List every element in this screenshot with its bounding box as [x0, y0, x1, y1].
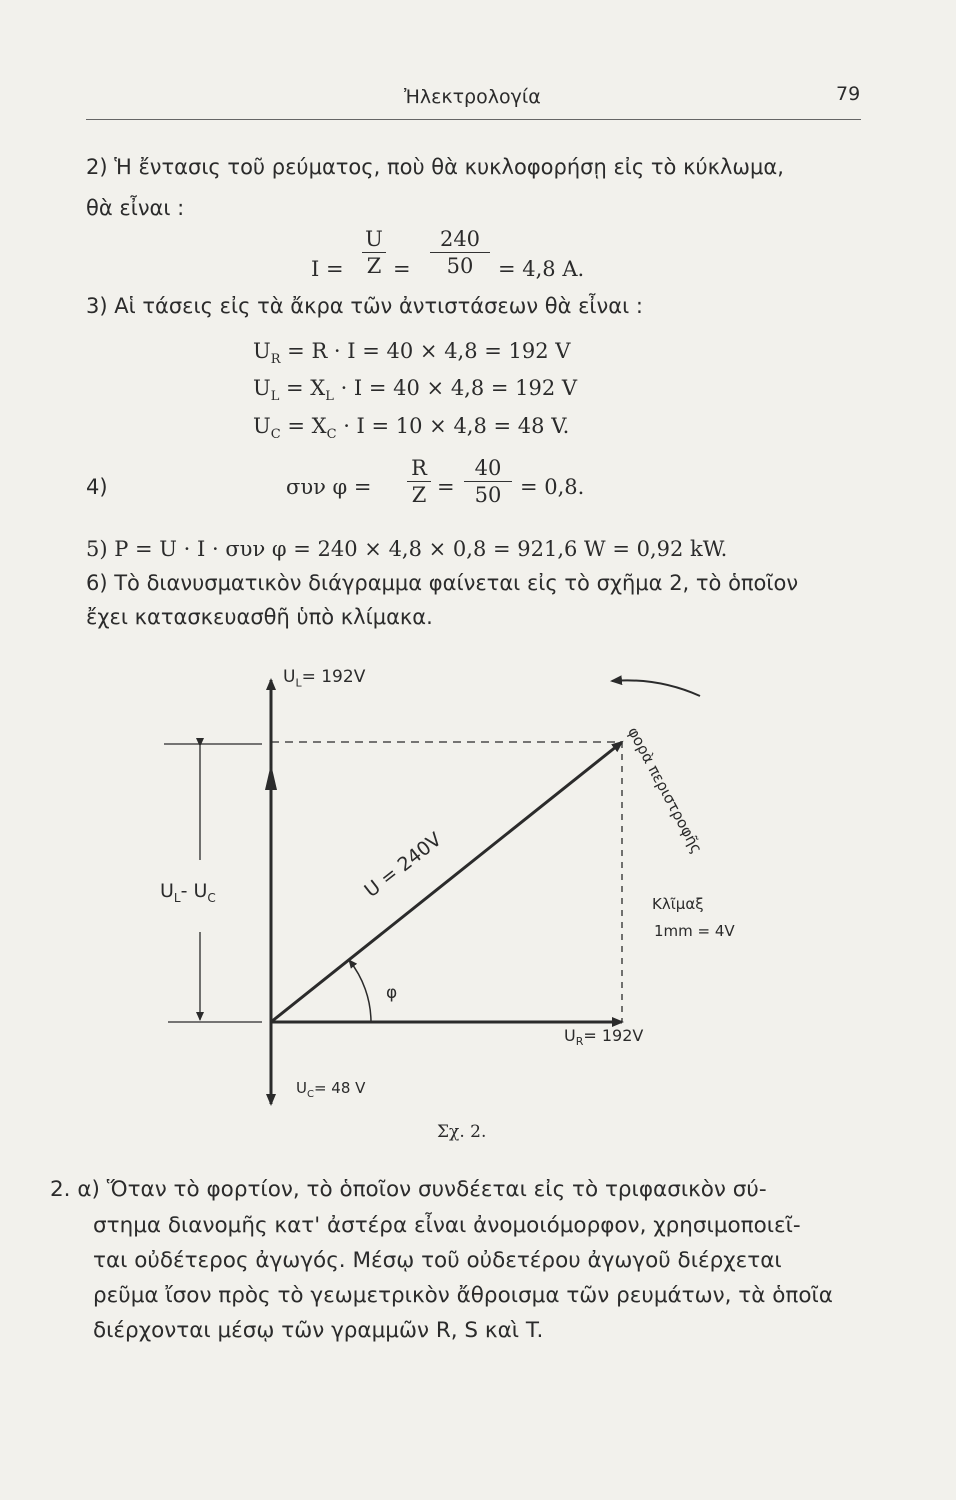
item5-power: 5) P = U · I · συν φ = 240 × 4,8 × 0,8 = 921,6 W = 0,92 kW.: [86, 537, 728, 561]
rotation-direction-arc: [612, 680, 700, 696]
fraction-u-z: U Z: [362, 226, 386, 279]
label-phi: φ: [386, 983, 398, 1003]
label-ul-minus-uc: $U_L-$ $U_C$: [160, 880, 216, 905]
item2-line2: θὰ εἶναι :: [86, 196, 185, 220]
ul-minus-uc-arrowhead: [265, 764, 277, 790]
power-factor-lhs: συν φ =: [286, 475, 372, 499]
item4-label: 4): [86, 475, 108, 499]
voltage-ur-equation: $U_R = R \cdot I = 40 \times 4,8 = 192$ V: [253, 339, 571, 368]
label-scale-title: Κλῖμαξ: [652, 895, 704, 913]
phi-angle-arc: [349, 960, 371, 1022]
label-scale-value: 1mm = 4V: [654, 922, 735, 940]
figure-caption: Σχ. 2.: [437, 1122, 487, 1142]
label-ur: $U_R= 192V$: [564, 1026, 644, 1049]
section2-line1: 2. α) Ὅταν τὸ φορτίον, τὸ ὁποῖον συνδέεται εἰς τὸ τριφασικὸν σύ-: [50, 1177, 767, 1202]
section2-line4: ρεῦμα ἴσον πρὸς τὸ γεωμετρικὸν ἄθροισμα τῶν ρευμάτων, τὰ ὁποῖα: [93, 1283, 833, 1308]
running-header: Ἠλεκτρολογία: [404, 86, 541, 108]
item3-text: 3) Αἱ τάσεις εἰς τὰ ἄκρα τῶν ἀντιστάσεων θὰ εἶναι :: [86, 294, 643, 318]
eq-result: = 4,8 A.: [498, 257, 585, 281]
page-number: 79: [836, 83, 861, 105]
eq-lhs: I =: [311, 257, 344, 281]
item6-line2: ἔχει κατασκευασθῆ ὑπὸ κλίμακα.: [86, 605, 433, 629]
section2-line3: ται οὐδέτερος ἀγωγός. Μέσῳ τοῦ οὐδετέρου ἀγωγοῦ διέρχεται: [93, 1248, 782, 1273]
label-ul: $U_L= 192V$: [283, 667, 366, 690]
fraction-r-z: R Z: [407, 455, 431, 508]
voltage-uc-equation: $U_C = X_C \cdot I = 10 \times 4,8 = 48$ V.: [253, 414, 570, 443]
label-uc: $U_C= 48$ V: [296, 1079, 366, 1100]
label-rotation-direction: φορὰ περιστροφῆς: [624, 724, 706, 857]
voltage-ul-equation: $U_L = X_L \cdot I = 40 \times 4,8 = 192$ V: [253, 376, 578, 405]
section2-line2: στημα διανομῆς κατ' ἀστέρα εἶναι ἀνομοιόμορφον, χρησιμοποιεῖ-: [93, 1213, 801, 1238]
section2-line5: διέρχονται μέσῳ τῶν γραμμῶν R, S καὶ T.: [93, 1318, 544, 1343]
fraction-40-50: 40 50: [464, 455, 512, 508]
power-factor-result: = 0,8.: [520, 475, 585, 499]
item2-line1: 2) Ἡ ἔντασις τοῦ ρεύματος, ποὺ θὰ κυκλοφορήσῃ εἰς τὸ κύκλωμα,: [86, 155, 784, 179]
u-resultant-vector: [271, 742, 622, 1022]
fraction-240-50: 240 50: [430, 226, 490, 279]
item6-line1: 6) Τὸ διανυσματικὸν διάγραμμα φαίνεται εἰς τὸ σχῆμα 2, τὸ ὁποῖον: [86, 571, 799, 595]
label-u-240v: U = 240V: [360, 828, 446, 902]
